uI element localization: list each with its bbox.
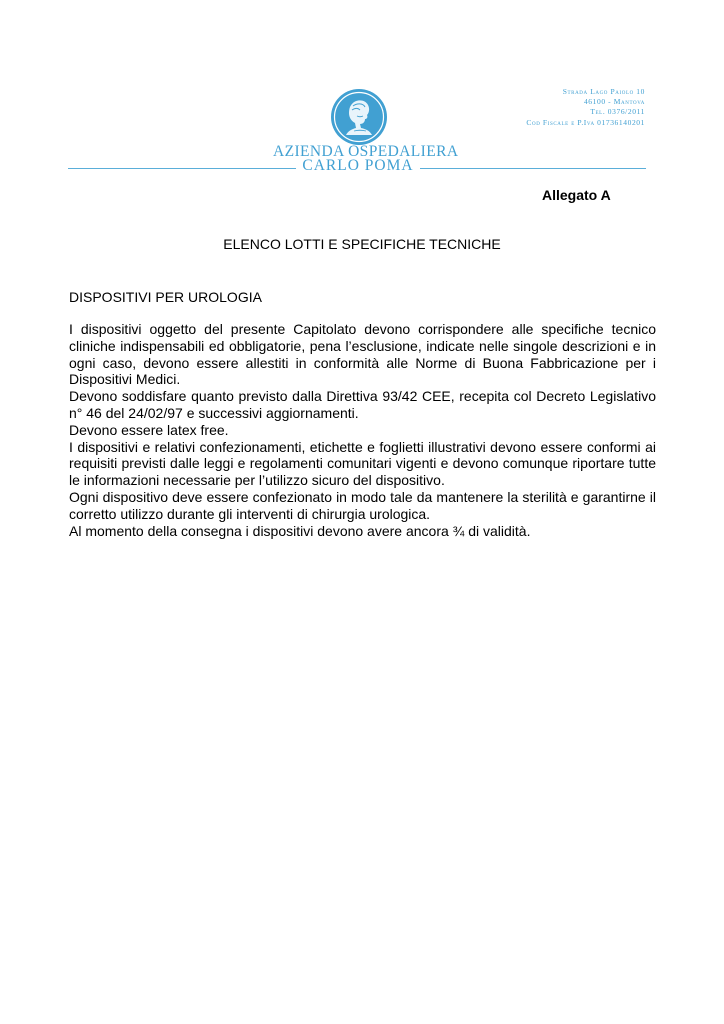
address-phone: Tel. 0376/2011 (590, 107, 645, 117)
address-city: 46100 - Mantova (583, 97, 645, 107)
document-heading: ELENCO LOTTI E SPECIFICHE TECNICHE (223, 236, 501, 252)
paragraph-sterility: Ogni dispositivo deve essere confezionato in modo tale da mantenere la sterilità e garantirne il corretto utilizzo durante gli interventi di chirurgia urologica. (69, 488, 656, 522)
paragraph-packaging: I dispositivi e relativi confezionamenti, etichette e foglietti illustrativi devono essere conformi ai requisiti previsti dalle leggi e regolamenti comunitari vigenti e devono comunque riportare tutte le informazioni necessarie per l’utilizzo sicuro del dispositivo. (69, 438, 656, 489)
address-tax-code: Cod Fiscale e P.Iva 01736140201 (526, 117, 645, 127)
body-text (69, 321, 656, 539)
paragraph-requirements: I dispositivi oggetto del presente Capitolato devono corrispondere alle specifiche tecnico cliniche indispensabili ed obbligatorie, pena l’esclusione, indicate nelle singole descrizioni e in ogni caso, devono essere allestiti in conformità alle Norme di Buona Fabbricazione per i Dispositivi Medici. (69, 321, 656, 388)
organization-name-line2: CARLO POMA (302, 157, 414, 174)
portrait-medallion-icon (330, 88, 388, 146)
letterhead-rule-right (420, 168, 646, 169)
paragraph-directive: Devono soddisfare quanto previsto dalla Direttiva 93/42 CEE, recepita col Decreto Legislativo n° 46 del 24/02/97 e successivi aggiornamenti. (69, 388, 656, 421)
attachment-label: Allegato A (542, 187, 611, 203)
letterhead-address (526, 87, 645, 128)
paragraph-validity: Al momento della consegna i dispositivi devono avere ancora ¾ di validità. (69, 522, 531, 539)
organization-name-line1: AZIENDA OSPEDALIERA (273, 143, 459, 160)
address-street: Strada Lago Paiolo 10 (562, 87, 645, 96)
section-title: DISPOSITIVI PER UROLOGIA (69, 289, 262, 305)
paragraph-latex-free: Devono essere latex free. (69, 421, 229, 438)
letterhead-rule-left (68, 168, 296, 169)
letterhead (0, 0, 724, 180)
